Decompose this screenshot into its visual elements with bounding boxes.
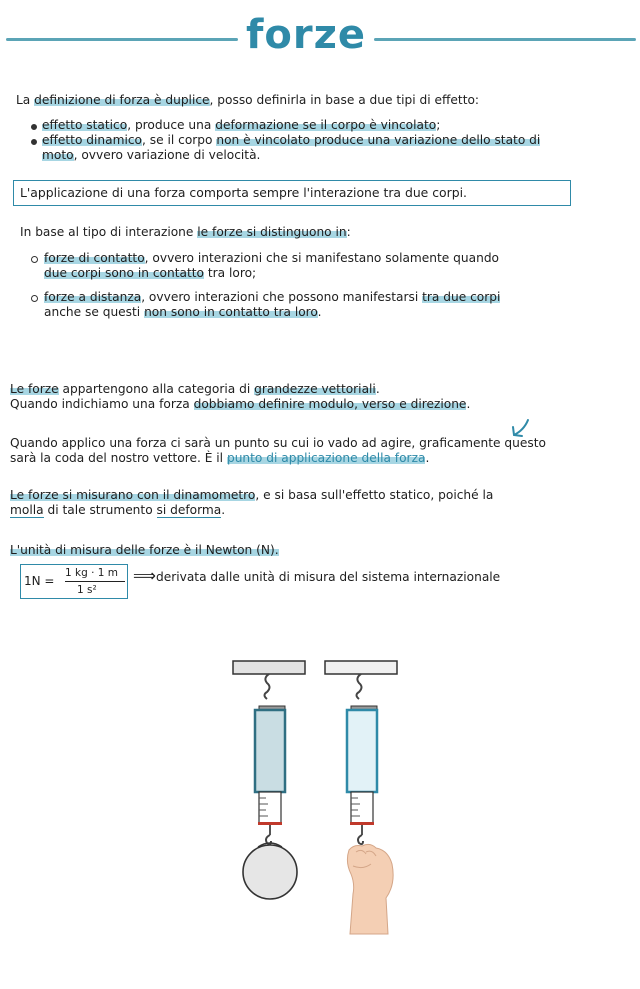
contact-highlight: due corpi sono in contatto [44,266,204,280]
effect-dynamic-line1 [42,133,540,148]
dynamometer-spring: molla [10,503,44,517]
distance-rest: , ovvero interazioni che possono manifestarsi [141,290,423,304]
dynamometer-mid: di tale strumento [43,503,157,517]
unit-text: L'unità di misura delle forze è il Newton (N). [10,543,279,557]
vectors-line2-prefix: Quando indichiamo una forza [10,397,194,411]
unit-line [10,543,279,558]
vectors-highlight: Le forze [10,382,59,396]
dynamometer-rest: , e si basa sull'effetto statico, poiché la [255,488,494,502]
contact-line2 [44,266,256,281]
scale-marker-right [350,822,374,825]
distance-label: forze a distanza [44,290,142,304]
vectors-line1 [10,382,380,397]
formula-numerator: 1 kg · 1 m [65,567,119,579]
dynamometer-line2 [10,503,225,518]
bullet-circle-icon [31,256,38,263]
distance-end: . [317,305,322,319]
intro-suffix: , posso definirla in base a due tipi di effetto: [209,93,480,107]
interaction-prefix: In base al tipo di interazione [20,225,198,239]
support-bar-left [233,661,305,674]
effect-static-end: ; [436,118,441,132]
effect-dynamic-highlight: non è vincolato produce una variazione dello stato di [216,133,541,147]
dynamometer-right [325,661,397,934]
title-row [0,12,640,66]
distance-line2 [44,305,322,320]
intro-highlight: definizione di forza è duplice [34,93,210,107]
support-bar-right [325,661,397,674]
bullet-circle-icon [31,295,38,302]
intro-prefix: La [16,93,35,107]
interaction-line [20,225,351,240]
hook-top-left-icon [265,674,270,699]
hook-bottom-right-icon [358,835,363,844]
interaction-highlight: le forze si distinguono in [197,225,347,239]
scale-marker-left [258,822,282,825]
effect-static-mid: , produce una [127,118,216,132]
application-line1: Quando applico una forza ci sarà un punto su cui io vado ad agire, graficamente questo [10,436,546,450]
interaction-suffix: : [346,225,351,239]
bullet-dot-icon [31,124,37,130]
hook-top-right-icon [357,674,362,699]
weight-disc [243,845,297,899]
effect-dynamic-label: effetto dinamico [42,133,143,147]
application-end: . [425,451,430,465]
title-rule-right [374,38,636,41]
effect-dynamic-mid: , se il corpo [142,133,217,147]
formula-denominator: 1 s² [77,584,97,596]
newton-formula-box [20,564,128,599]
dynamometer-illustration [0,600,640,940]
intro-line [16,93,479,108]
formula-lhs: 1N = [24,574,55,588]
distance-highlight-2: non sono in contatto tra loro [144,305,318,319]
boxed-note: L'applicazione di una forza comporta sempre l'interazione tra due corpi. [20,185,467,200]
effect-dynamic-end: , ovvero variazione di velocità. [73,148,261,162]
tube-right [347,710,377,792]
hand-icon [347,844,393,934]
page-title: forze [245,12,367,58]
effect-static-label: effetto statico [42,118,128,132]
application-line2-prefix: sarà la coda del nostro vettore. È il [10,451,227,465]
tube-left [255,710,285,792]
effect-dynamic-highlight-2: moto [42,148,74,162]
effect-static-highlight: deformazione se il corpo è vincolato [215,118,437,132]
implies-arrow-icon: ⟹ [133,566,156,585]
bullet-dot-icon [31,139,37,145]
unit-derived: derivata dalle unità di misura del sistema internazionale [156,570,501,584]
vectors-highlight-2: grandezze vettoriali [254,382,376,396]
distance-line1 [44,290,500,305]
effect-static-line [42,118,440,133]
distance-line2-prefix: anche se questi [44,305,145,319]
contact-rest: , ovvero interazioni che si manifestano solamente quando [144,251,500,265]
effect-dynamic-line2 [42,148,260,163]
application-point: punto di applicazione della forza [226,451,426,465]
scale-right [351,792,373,824]
dynamometer-line1 [10,488,493,503]
contact-line1 [44,251,499,266]
dynamometer-highlight: Le forze si misurano con il dinamometro [10,488,256,502]
contact-label: forze di contatto [44,251,145,265]
title-rule-left [6,38,238,41]
dynamometer-deforms: si deforma [156,503,222,517]
vectors-line2-end: . [466,397,471,411]
dynamometer-left [233,661,305,899]
vectors-end: . [375,382,380,396]
distance-highlight: tra due corpi [422,290,501,304]
vectors-mid: appartengono alla categoria di [58,382,255,396]
application-line2 [10,451,429,466]
contact-end: tra loro; [204,266,257,280]
fraction-bar [65,581,125,582]
vectors-line2 [10,397,470,412]
scale-left [259,792,281,824]
dynamometer-end: . [221,503,226,517]
vectors-underline: dobbiamo definire modulo, verso e direzione [193,397,467,411]
